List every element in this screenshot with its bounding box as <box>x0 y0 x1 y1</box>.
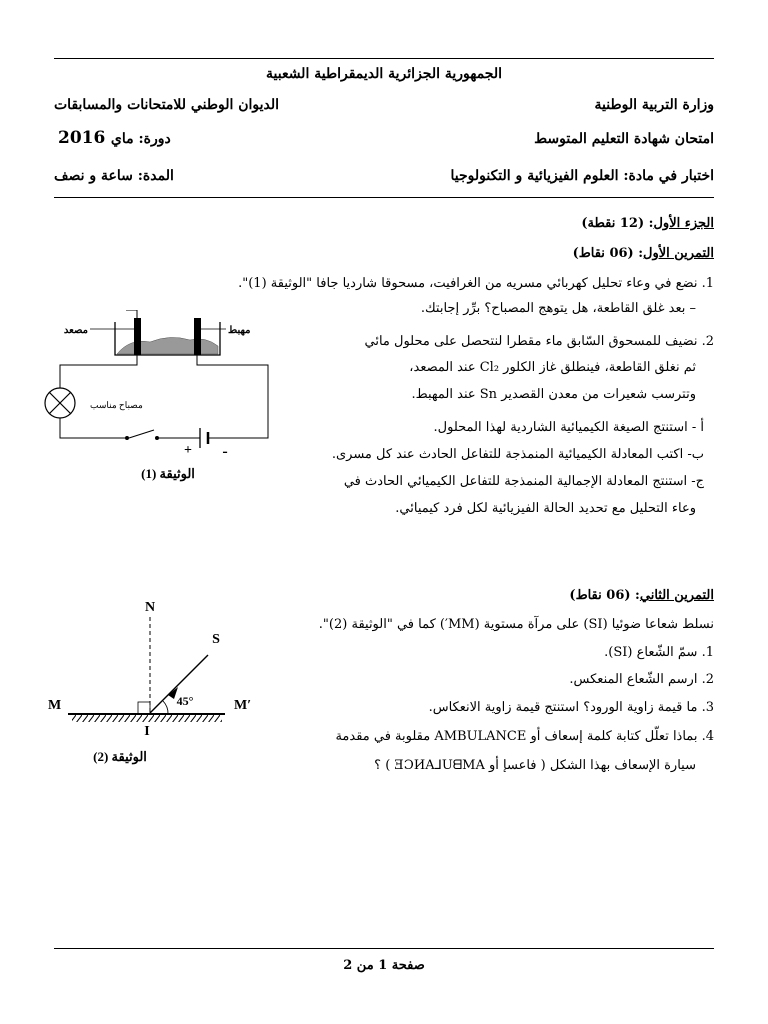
session-label: دورة: ماي <box>110 131 171 147</box>
exam-title: امتحان شهادة التعليم المتوسط <box>534 131 714 147</box>
label-I: I <box>144 724 150 739</box>
ex2-line-4: 3. ما قيمة زاوية الورود؟ استنتج قيمة زاوية الانعكاس. <box>428 700 714 715</box>
label-M-prime: M′ <box>234 698 252 713</box>
electrolysis-diagram <box>30 310 280 490</box>
mirror-diagram <box>40 595 270 775</box>
header-rule <box>54 197 714 198</box>
ex2-line-2: 1. سمّ الشّعاع (SI). <box>604 645 714 660</box>
ex2-line-3: 2. ارسم الشّعاع المنعكس. <box>569 672 714 687</box>
top-rule <box>54 58 714 59</box>
republic-title: الجمهورية الجزائرية الديمقراطية الشعبية <box>265 66 502 82</box>
ex1-line-6: أ - استنتج الصيغة الكيميائية الشاردية لهذا المحلول. <box>433 420 704 435</box>
battery-plus: + <box>184 443 192 458</box>
duration: المدة: ساعة و نصف <box>54 168 174 184</box>
exam-office: الديوان الوطني للامتحانات والمسابقات <box>54 97 280 113</box>
exercise2-title: التمرين الثاني <box>639 588 714 603</box>
label-S: S <box>212 632 220 647</box>
figure2-caption: الوثيقة (2) <box>93 749 147 764</box>
ex1-line-5: وتترسب شعيرات من معدن القصدير Sn عند المهبط. <box>411 387 696 402</box>
ex1-line-7: ب- اكتب المعادلة الكيميائية المنمذجة للتفاعل الحادث عند كل مسرى. <box>331 447 704 462</box>
ex1-line-2: – بعد غلق القاطعة، هل يتوهج المصباح؟ برِّر إجابتك. <box>420 301 696 316</box>
session <box>58 128 171 148</box>
ex1-line-8: ج- استنتج المعادلة الإجمالية المنمذجة للتفاعل الكيميائي الحادث في <box>343 474 704 489</box>
angle-arc <box>163 701 168 714</box>
ex1-line-3: 2. نضيف للمسحوق السّابق ماء مقطرا لنتحصل على محلول مائي <box>364 334 714 349</box>
part1-title: الجزء الأول <box>653 216 714 231</box>
exercise2-heading <box>569 588 714 603</box>
part1-points: : (12 نقطة) <box>581 216 654 231</box>
label-M: M <box>48 698 62 713</box>
cathode-label: مهبط <box>228 325 251 336</box>
ex1-line-1: 1. نضع في وعاء تحليل كهربائي مسريه من الغرافيت، مسحوقا شارديا جافا "الوثيقة (1)". <box>238 276 714 291</box>
figure1-caption: الوثيقة (1) <box>141 466 195 481</box>
anode-label: مصعد <box>63 325 88 336</box>
mirror-hatching <box>72 715 222 722</box>
page-number: صفحة 1 من 2 <box>343 958 425 973</box>
switch-icon <box>125 436 129 440</box>
angle-label: 45° <box>176 694 194 708</box>
session-year: 2016 <box>58 128 106 148</box>
subject-title: اختبار في مادة: العلوم الفيزيائية و التكنولوجيا <box>450 168 714 184</box>
exercise2-points: : (06 نقاط) <box>569 588 640 603</box>
exercise1-heading <box>573 246 714 261</box>
right-angle-mark <box>138 702 150 714</box>
part1-heading <box>581 216 714 231</box>
lamp-label: مصباح مناسب <box>90 400 143 410</box>
wire-right <box>197 318 268 438</box>
ex1-line-4: ثم نغلق القاطعة، فينطلق غاز الكلور Cl₂ عند المصعد، <box>409 360 696 375</box>
ex2-line-6: سيارة الإسعاف بهذا الشكل ( فاعسإ أو ƎƆИA⅃UᗺMA ) ؟ <box>374 758 696 773</box>
exercise1-points: : (06 نقاط) <box>572 246 644 261</box>
ministry-name: وزارة التربية الوطنية <box>594 97 714 113</box>
ionic-powder <box>117 337 218 354</box>
footer-rule <box>54 948 714 949</box>
battery-minus: - <box>222 443 228 460</box>
exercise1-title: التمرين الأول <box>643 246 714 261</box>
ex2-line-5: 4. بماذا تعلّل كتابة كلمة إسعاف أو AMBULANCE مقلوبة في مقدمة <box>335 729 714 744</box>
ex2-line-1: نسلط شعاعا ضوئيا (SI) على مرآة مستوية (MM′) كما في "الوثيقة (2)". <box>318 617 714 632</box>
ex1-line-9: وعاء التحليل مع تحديد الحالة الفيزيائية لكل فرد كيميائي. <box>395 501 696 516</box>
wire-bottom-left <box>60 418 125 438</box>
label-N: N <box>144 600 156 615</box>
